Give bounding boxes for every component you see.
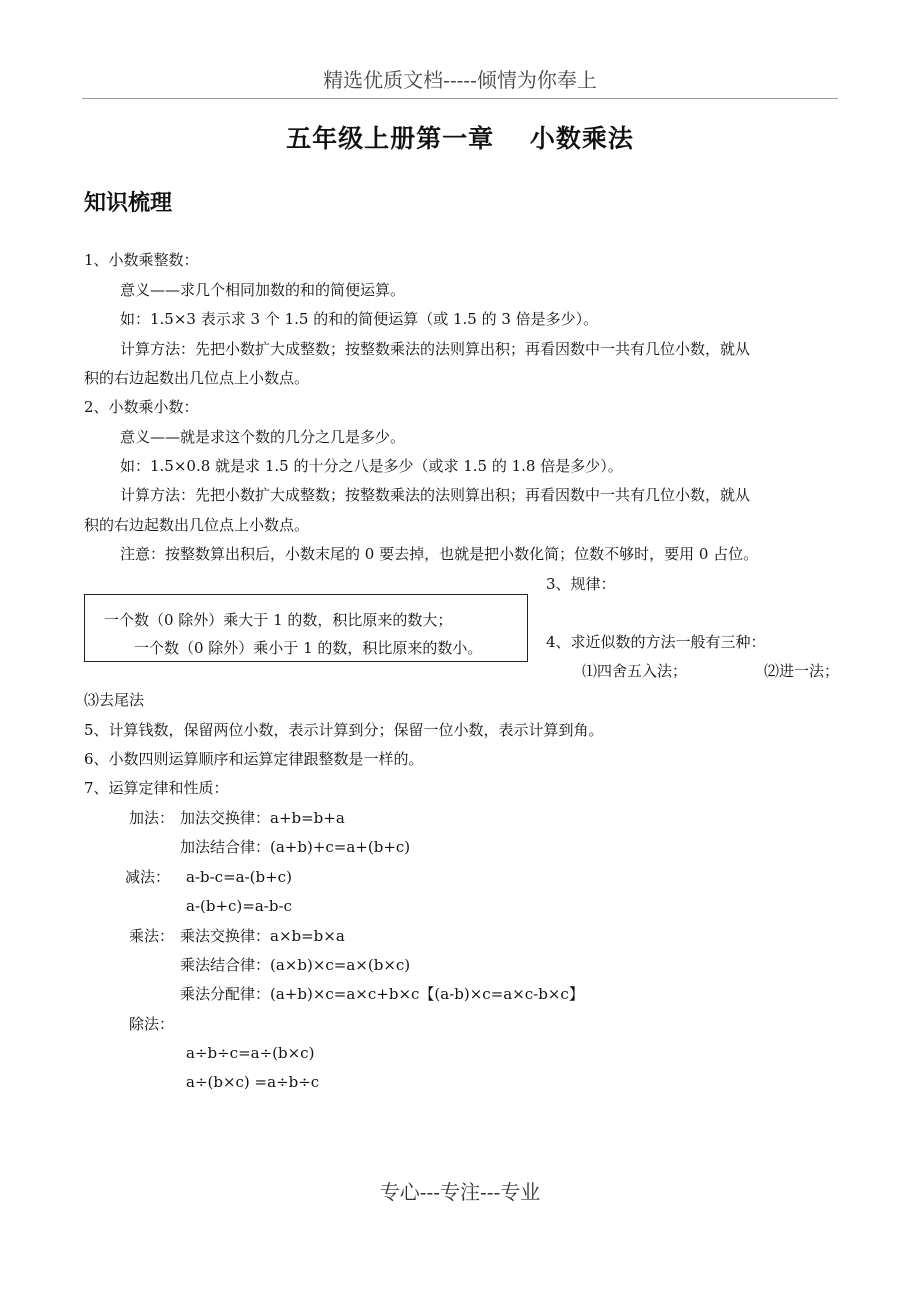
div-rule2: a÷(b×c) =a÷b÷c (186, 1073, 320, 1091)
item1-example: 如：1.5×3 表示求 3 个 1.5 的和的简便运算（或 1.5 的 3 倍是多少）。 (120, 310, 599, 328)
sub-rule1: a-b-c=a-(b+c) (186, 868, 292, 886)
item2-method-line2: 积的右边起数出几位点上小数点。 (84, 516, 310, 534)
division-label: 除法： (129, 1015, 175, 1033)
mul-distributive-law: 乘法分配律：(a+b)×c=a×c+b×c【(a-b)×c=a×c-b×c】 (180, 985, 584, 1003)
addition-label: 加法： (129, 809, 175, 827)
item4-heading: 4、求近似数的方法一般有三种： (546, 633, 766, 651)
rule-box-line1: 一个数（0 除外）乘大于 1 的数，积比原来的数大； (104, 611, 453, 629)
add-commutative-law: 加法交换律：a+b=b+a (180, 809, 345, 827)
rule-box-line2: 一个数（0 除外）乘小于 1 的数，积比原来的数小。 (134, 639, 483, 657)
item4-method2: ⑵进一法； (764, 662, 840, 680)
item7-heading: 7、运算定律和性质： (84, 779, 229, 797)
item4-method3: ⑶去尾法 (84, 691, 145, 709)
add-associative-law: 加法结合律：(a+b)+c=a+(b+c) (180, 838, 411, 856)
multiplication-label: 乘法： (129, 927, 175, 945)
item2-note: 注意：按整数算出积后，小数末尾的 0 要去掉，也就是把小数化简；位数不够时，要用 0 占位。 (120, 545, 759, 563)
item2-meaning: 意义——就是求这个数的几分之几是多少。 (120, 428, 406, 446)
page-title: 五年级上册第一章 小数乘法 (286, 124, 634, 153)
mul-commutative-law: 乘法交换律：a×b=b×a (180, 927, 345, 945)
page-header: 精选优质文档-----倾情为你奉上 (323, 68, 597, 92)
item1-method-line1: 计算方法：先把小数扩大成整数；按整数乘法的法则算出积；再看因数中一共有几位小数，就从 (120, 340, 751, 358)
item4-method1: ⑴四舍五入法； (582, 662, 688, 680)
item6: 6、小数四则运算顺序和运算定律跟整数是一样的。 (84, 750, 424, 768)
item1-method-line2: 积的右边起数出几位点上小数点。 (84, 369, 310, 387)
mul-associative-law: 乘法结合律：(a×b)×c=a×(b×c) (180, 956, 411, 974)
section-heading: 知识梳理 (84, 190, 173, 216)
header-divider (82, 98, 838, 99)
item5: 5、计算钱数，保留两位小数，表示计算到分；保留一位小数，表示计算到角。 (84, 721, 604, 739)
item2-heading: 2、小数乘小数： (84, 398, 199, 416)
item2-method-line1: 计算方法：先把小数扩大成整数；按整数乘法的法则算出积；再看因数中一共有几位小数，就从 (120, 486, 751, 504)
item2-example: 如：1.5×0.8 就是求 1.5 的十分之八是多少（或求 1.5 的 1.8 倍是多少）。 (120, 457, 623, 475)
item3-heading: 3、规律： (546, 575, 616, 593)
page-footer: 专心---专注---专业 (379, 1180, 541, 1204)
sub-rule2: a-(b+c)=a-b-c (186, 897, 292, 915)
item1-heading: 1、小数乘整数： (84, 251, 199, 269)
item1-meaning: 意义——求几个相同加数的和的简便运算。 (120, 281, 406, 299)
subtraction-label: 减法： (125, 868, 171, 886)
div-rule1: a÷b÷c=a÷(b×c) (186, 1044, 315, 1062)
